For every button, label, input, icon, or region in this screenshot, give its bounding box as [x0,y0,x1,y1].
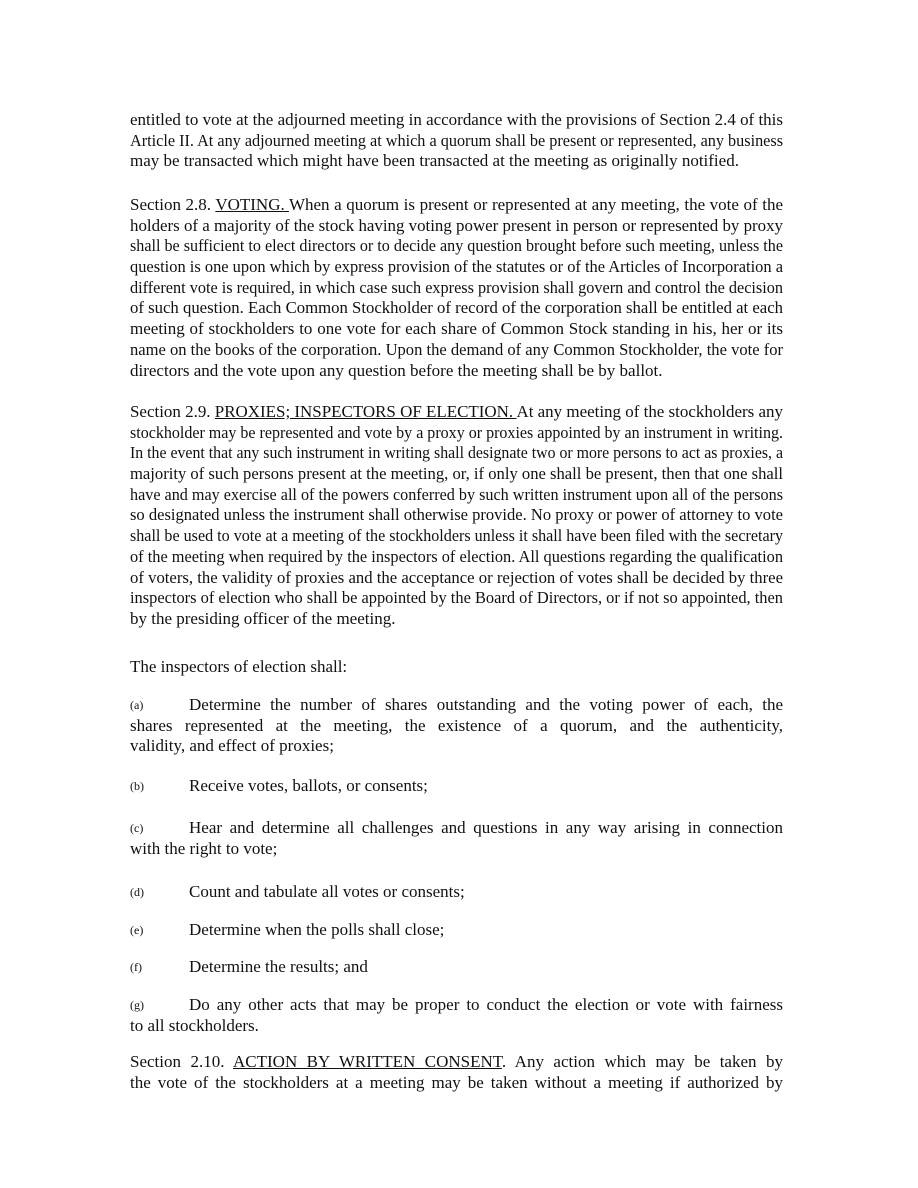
text-line [130,882,783,903]
line-text: Determine the number of shares outstanding and the voting power of each, the [189,695,783,714]
line-text: directors and the vote upon any question before the meeting shall be by ballot. [130,360,663,380]
line-text: inspectors of election who shall be appointed by the Board of Directors, or if not so appointed, then [130,588,783,608]
line-text: different vote is required, in which case such express provision shall govern and control the decision [130,277,783,297]
text-line [130,423,783,444]
section-2-10-written-consent [130,1052,783,1093]
text-line [130,1052,783,1073]
text-line [130,216,783,237]
text-line [130,485,783,506]
text-line [130,195,783,216]
section-number: Section 2.8. [130,195,216,214]
line-text: of the meeting when required by the inspectors of election. All questions regarding the qualification [130,546,783,566]
text-line [130,361,783,382]
line-text: validity, and effect of proxies; [130,736,334,756]
text-line [130,568,783,589]
line-text: Article II. At any adjourned meeting at which a quorum shall be present or represented, any business [130,130,783,150]
section-heading: VOTING. [215,195,289,214]
list-marker: (d) [130,885,144,899]
section-2-9-proxies [130,402,783,630]
line-text: have and may exercise all of the powers conferred by such written instrument upon all of the persons [130,484,783,504]
line-text [130,402,783,423]
text-line [130,402,783,423]
list-item [130,695,783,757]
line-text: question is one upon which by express provision of the statutes or of the Articles of Incorporation a [130,257,783,277]
text-line [130,236,783,257]
line-text [130,195,783,216]
text-line [130,695,783,716]
list-item [130,776,783,797]
line-text: stockholder may be represented and vote by a proxy or proxies appointed by an instrument in writing. [130,422,783,442]
line-text: . Any action which may be taken by [501,1052,783,1071]
line-text: entitled to vote at the adjourned meeting in accordance with the provisions of Section 2.4 of this [130,110,783,129]
line-text: shares represented at the meeting, the existence of a quorum, and the authenticity, [130,715,783,735]
section-2-8-voting [130,195,783,381]
line-text: to all stockholders. [130,1015,259,1035]
list-item [130,995,783,1036]
text-line [130,818,783,839]
line-text: name on the books of the corporation. Upon the demand of any Common Stockholder, the vote for [130,339,783,359]
text-line [130,340,783,361]
text-line [130,298,783,319]
list-marker: (a) [130,698,144,712]
list-item [130,882,783,903]
list-marker: (e) [130,923,144,937]
text-line [130,278,783,299]
line-text: by the presiding officer of the meeting. [130,608,396,628]
line-text: shall be sufficient to elect directors or to decide any question brought before such meeting, unless the [130,236,783,256]
line-text: Count and tabulate all votes or consents; [189,882,465,901]
section-heading: ACTION BY WRITTEN CONSENT [233,1052,502,1071]
text-line [130,609,783,630]
text-line [130,920,783,941]
line-text: Receive votes, ballots, or consents; [189,776,428,795]
line-text [130,1052,783,1073]
list-marker: (f) [130,960,142,974]
section-number: Section 2.9. [130,402,215,421]
text-line [130,957,783,978]
list-item [130,920,783,941]
list-marker: (g) [130,998,144,1012]
text-line [130,839,783,860]
text-line [130,257,783,278]
line-text: Determine the results; and [189,957,368,976]
list-item [130,818,783,859]
line-text: of such question. Each Common Stockholder of record of the corporation shall be entitled at each [130,298,783,318]
text-line [130,1016,783,1037]
line-text: At any meeting of the stockholders any [516,402,783,421]
list-item [130,957,783,978]
text-line [130,588,783,609]
line-text: of voters, the validity of proxies and the acceptance or rejection of votes shall be decided by three [130,567,783,587]
line-text: with the right to vote; [130,838,278,858]
paragraph-adjourned-meeting [130,110,783,172]
section-number: Section 2.10. [130,1052,233,1071]
line-text: shall be used to vote at a meeting of the stockholders unless it shall have been filed with the secretary [130,526,783,546]
line-text: may be transacted which might have been transacted at the meeting as originally notified. [130,151,739,171]
text-line [130,110,783,131]
line-text: The inspectors of election shall: [130,657,348,676]
text-line [130,443,783,464]
text-line [130,1073,783,1094]
line-text: When a quorum is present or represented at any meeting, the vote of the [288,195,783,214]
text-line [130,995,783,1016]
section-heading: PROXIES; INSPECTORS OF ELECTION. [214,402,517,421]
line-text: majority of such persons present at the meeting, or, if only one shall be present, then that one shall [130,464,783,484]
text-line [130,736,783,757]
text-line [130,151,783,172]
line-text: holders of a majority of the stock having voting power present in person or represented by proxy [130,215,783,235]
text-line [130,131,783,152]
text-line [130,547,783,568]
text-line [130,657,783,678]
inspectors-intro [130,657,783,678]
line-text: the vote of the stockholders at a meeting may be taken without a meeting if authorized by [130,1072,783,1092]
list-marker: (c) [130,821,144,835]
text-line [130,464,783,485]
line-text: Determine when the polls shall close; [189,920,445,939]
line-text: Hear and determine all challenges and questions in any way arising in connection [189,818,783,837]
text-line [130,776,783,797]
text-line [130,505,783,526]
line-text: Do any other acts that may be proper to conduct the election or vote with fairness [189,995,783,1014]
text-line [130,319,783,340]
line-text: In the event that any such instrument in writing shall designate two or more persons to act as proxies, a [130,443,783,463]
list-marker: (b) [130,779,144,793]
text-line [130,716,783,737]
line-text: meeting of stockholders to one vote for each share of Common Stock standing in his, her or its [130,319,783,339]
line-text: so designated unless the instrument shall otherwise provide. No proxy or power of attorney to vote [130,505,783,525]
text-line [130,526,783,547]
